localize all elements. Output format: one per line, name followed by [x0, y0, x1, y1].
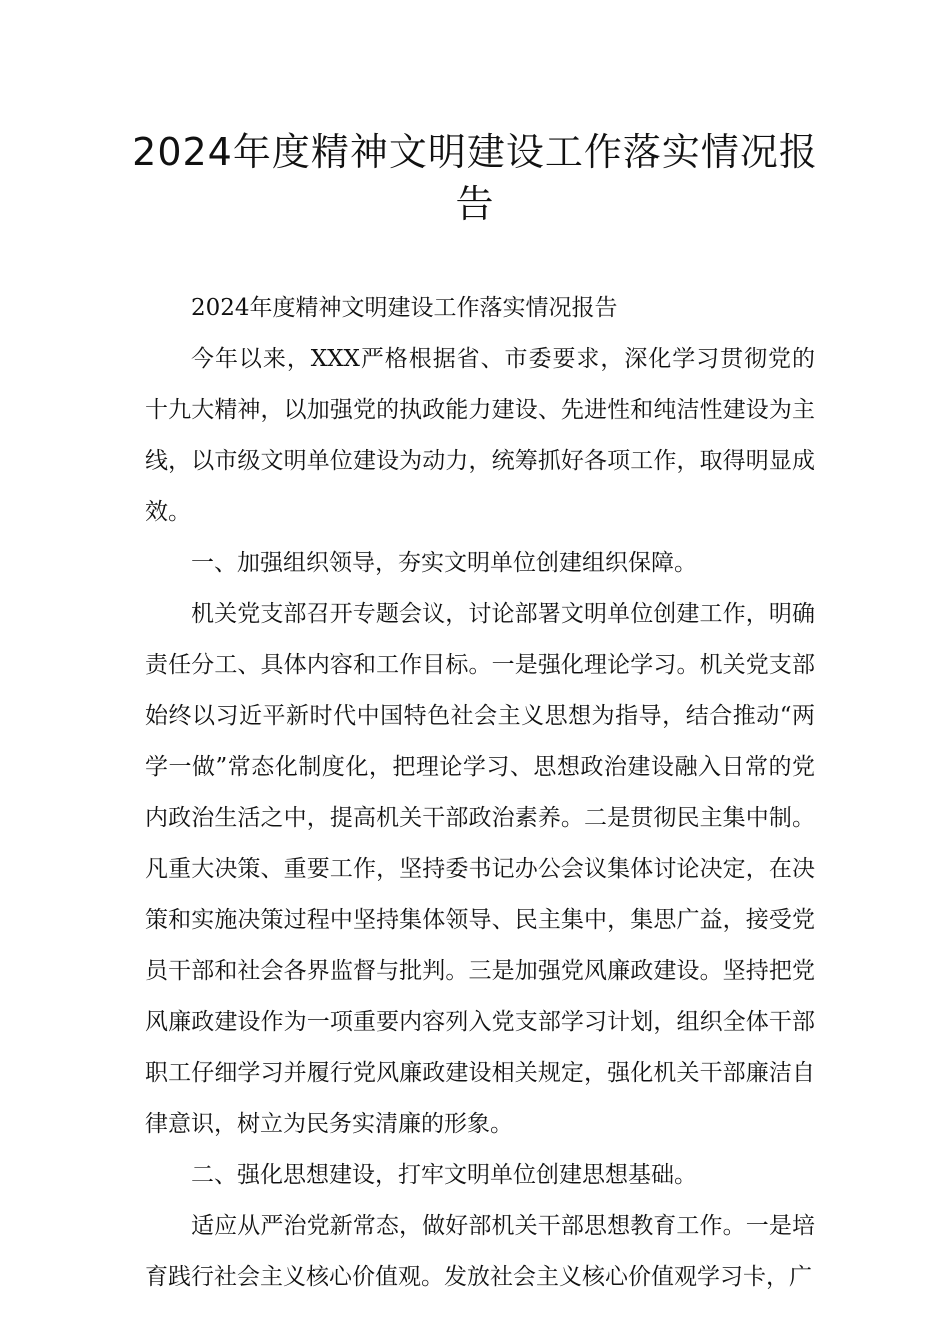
document-title: [120, 126, 830, 230]
section-heading-2: 二、强化思想建设，打牢文明单位创建思想基础。: [191, 1162, 697, 1188]
intro-paragraph: 今年以来，XXX严格根据省、市委要求，深化学习贯彻党的十九大精神，以加强党的执政能力建设、先进性和纯洁性建设为主线，以市级文明单位建设为动力，统筹抓好各项工作，取得明显成效。: [145, 346, 815, 525]
document-body: [145, 283, 815, 1303]
subtitle-paragraph: 2024年度精神文明建设工作落实情况报告: [191, 295, 618, 321]
section-2-paragraph: 适应从严治党新常态，做好部机关干部思想教育工作。一是培育践行社会主义核心价值观。发放社会主义核心价值观学习卡，广: [145, 1213, 815, 1290]
title-line-1: 2024年度精神文明建设工作落实情况报: [132, 130, 818, 174]
section-1-paragraph: 机关党支部召开专题会议，讨论部署文明单位创建工作，明确责任分工、具体内容和工作目标。一是强化理论学习。机关党支部始终以习近平新时代中国特色社会主义思想为指导，结合推动“两学一做”常态化制度化，把理论学习、思想政治建设融入日常的党内政治生活之中，提高机关干部政治素养。二是贯彻民主集中制。凡重大决策、重要工作，坚持委书记办公会议集体讨论决定，在决策和实施决策过程中坚持集体领导、民主集中，集思广益，接受党员干部和社会各界监督与批判。三是加强党风廉政建设。坚持把党风廉政建设作为一项重要内容列入党支部学习计划，组织全体干部职工仔细学习并履行党风廉政建设相关规定，强化机关干部廉洁自律意识，树立为民务实清廉的形象。: [145, 601, 815, 1137]
section-heading-1: 一、加强组织领导，夯实文明单位创建组织保障。: [191, 550, 697, 576]
title-line-2: 告: [455, 182, 495, 226]
